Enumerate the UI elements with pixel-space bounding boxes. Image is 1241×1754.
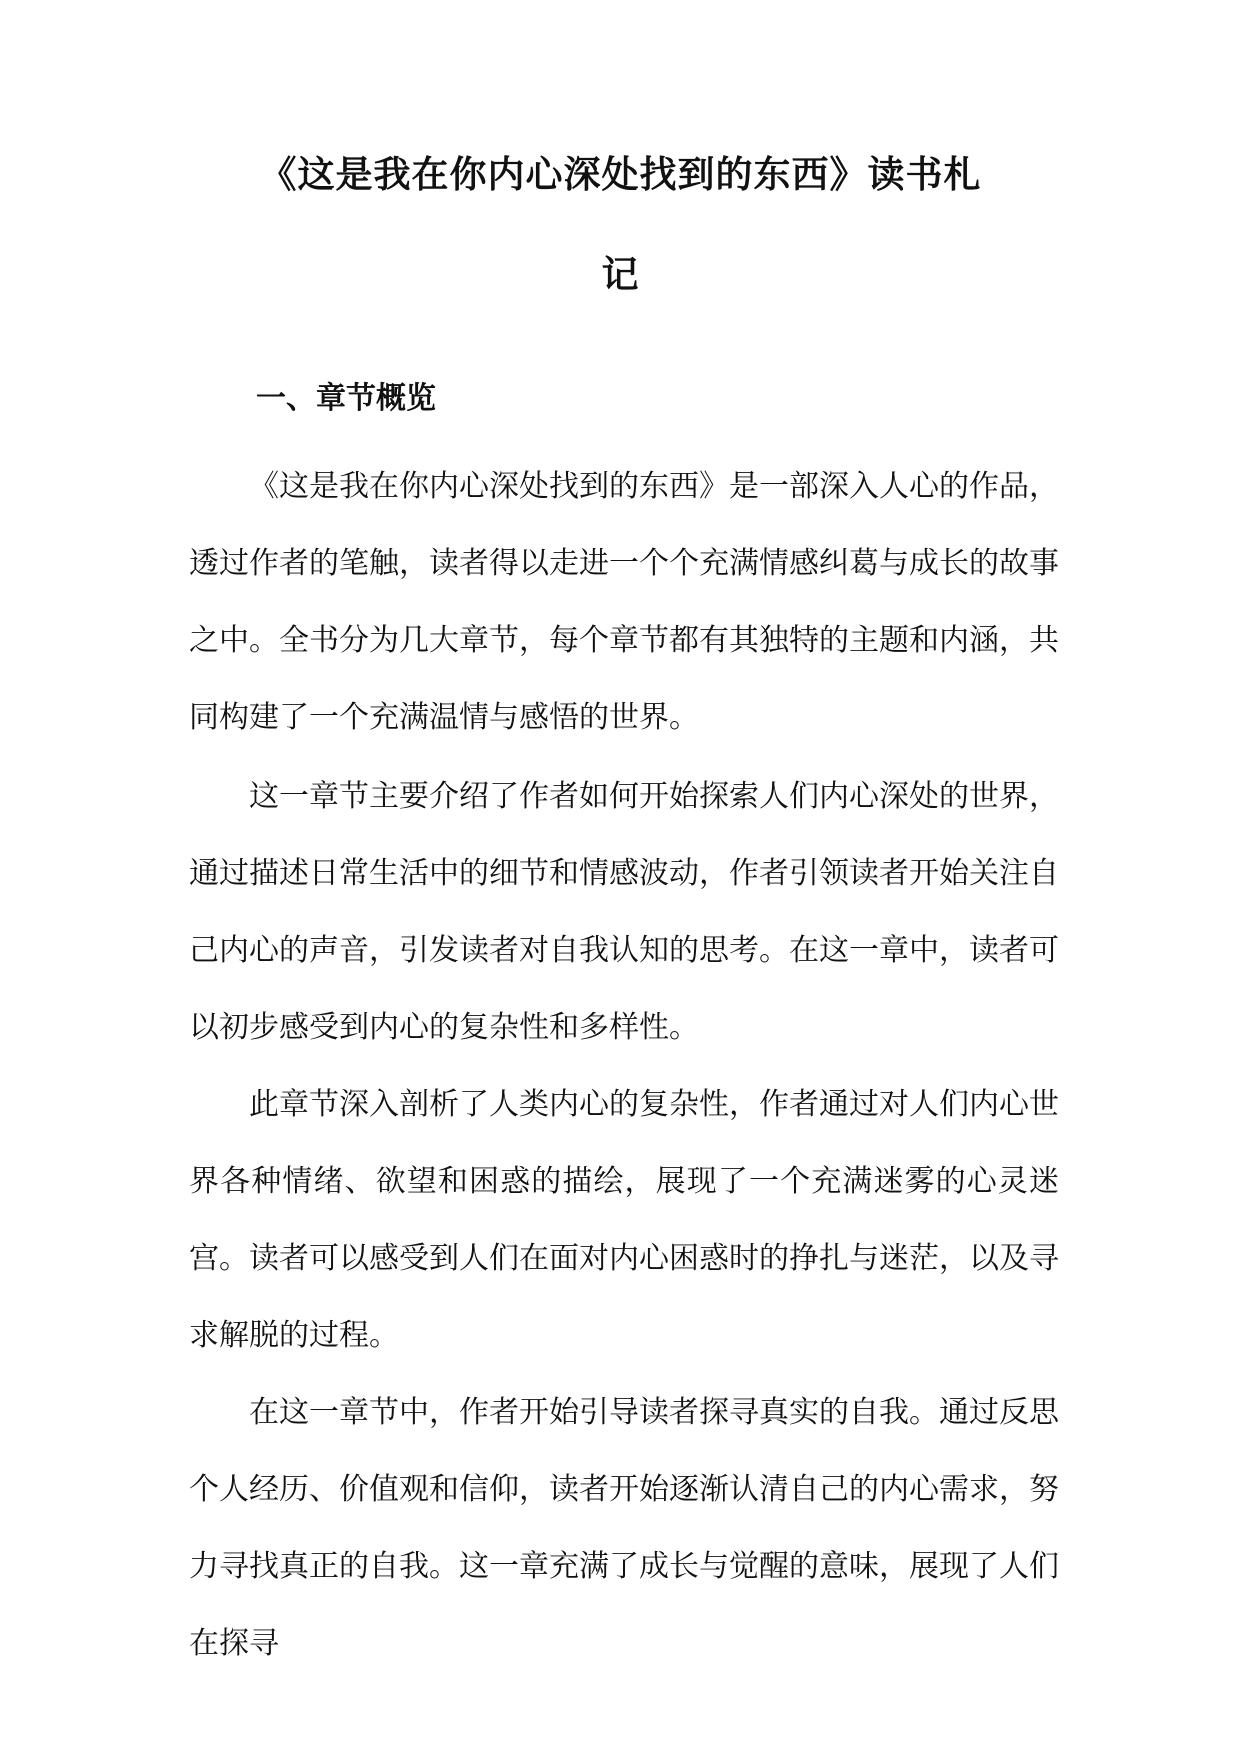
paragraph-3: 此章节深入剖析了人类内心的复杂性，作者通过对人们内心世界各种情绪、欲望和困惑的描绘，展现了一个充满迷雾的心灵迷宫。读者可以感受到人们在面对内心困惑时的挣扎与迷茫，以及寻求解脱的过程。 (189, 1087, 1059, 1353)
paragraph-1: 《这是我在你内心深处找到的东西》是一部深入人心的作品，透过作者的笔触，读者得以走进一个个充满情感纠葛与成长的故事之中。全书分为几大章节，每个章节都有其独特的主题和内涵，共同构建了一个充满温情与感悟的世界。 (189, 469, 1059, 735)
document-title-line-1: 《这是我在你内心深处找到的东西》读书札 (259, 153, 982, 196)
paragraph-2: 这一章节主要介绍了作者如何开始探索人们内心深处的世界，通过描述日常生活中的细节和情感波动，作者引领读者开始关注自己内心的声音，引发读者对自我认知的思考。在这一章中，读者可以初步感受到内心的复杂性和多样性。 (189, 779, 1059, 1045)
paragraph-4: 在这一章节中，作者开始引导读者探寻真实的自我。通过反思个人经历、价值观和信仰，读者开始逐渐认清自己的内心需求，努力寻找真正的自我。这一章充满了成长与觉醒的意味，展现了人们在探寻 (189, 1395, 1059, 1661)
document-title-line-2: 记 (601, 253, 640, 296)
section-heading: 一、章节概览 (256, 381, 436, 416)
